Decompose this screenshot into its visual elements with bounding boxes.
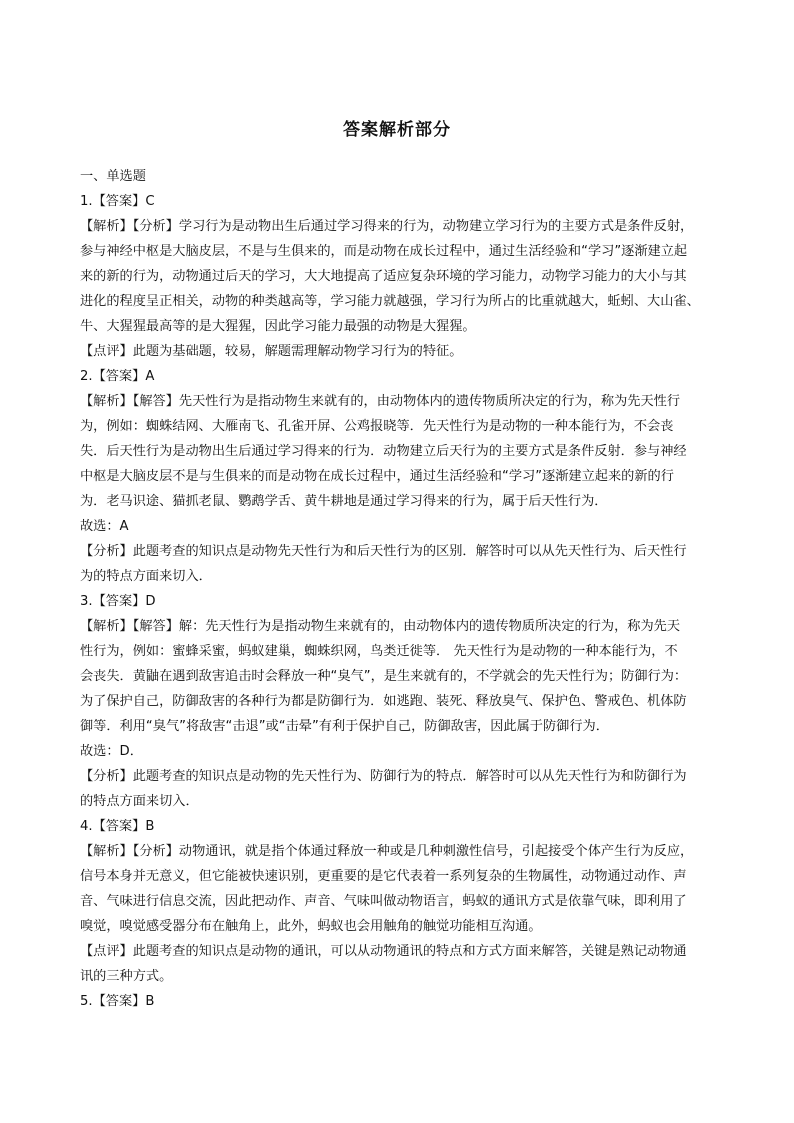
explanation-line: 【解析】【分析】学习行为是动物出生后通过学习得来的行为，动物建立学习行为的主要方式是条件反射，: [80, 219, 694, 234]
explanation-line: 来的新的行为，动物通过后天的学习，大大地提高了适应复杂环境的学习能力，动物学习能力的大小与其: [80, 269, 687, 284]
answer-line: 1.【答案】C: [80, 194, 155, 209]
explanation-line: 的特点方面来切入．: [80, 794, 199, 809]
explanation-line: 牛、大猩猩最高等的是大猩猩，因此学习能力最强的动物是大猩猩。: [80, 319, 476, 334]
explanation-line: 中枢是大脑皮层不是与生俱来的而是动物在成长过程中，通过生活经验和“学习”逐渐建立起来的新的行: [80, 469, 674, 484]
explanation-line: 故选：A: [80, 519, 129, 534]
explanation-line: 为的特点方面来切入．: [80, 569, 212, 584]
explanation-line: 参与神经中枢是大脑皮层，不是与生俱来的，而是动物在成长过程中，通过生活经验和“学习”逐渐建立起: [80, 244, 688, 259]
answer-line: 5.【答案】B: [80, 994, 155, 1009]
explanation-line: 嗅觉，嗅觉感受器分布在触角上，此外，蚂蚁也会用触角的触觉功能相互沟通。: [80, 919, 542, 934]
explanation-line: 音、气味进行信息交流，因此把动作、声音、气味叫做动物语言，蚂蚁的通讯方式是依靠气味，即利用了: [80, 894, 687, 909]
explanation-line: 【解析】【解答】先天性行为是指动物生来就有的，由动物体内的遗传物质所决定的行为，称为先天性行: [80, 394, 681, 409]
question-block-3: [80, 589, 720, 814]
explanation-line: 【解析】【分析】动物通讯，就是指个体通过释放一种或是几种刺激性信号，引起接受个体产生行为反应，: [80, 844, 694, 859]
explanation-line: 【点评】此题为基础题，较易，解题需理解动物学习行为的特征。: [80, 344, 463, 359]
question-block-5: [80, 989, 720, 1014]
explanation-line: 讯的三种方式。: [80, 969, 173, 984]
explanation-line: 进化的程度呈正相关，动物的种类越高等，学习能力就越强，学习行为所占的比重就越大，蚯蚓、大山雀、: [80, 294, 700, 309]
explanation-line: 【分析】此题考查的知识点是动物的先天性行为、防御行为的特点．解答时可以从先天性行为和防御行为: [80, 769, 687, 784]
answer-line: 4.【答案】B: [80, 819, 155, 834]
explanation-line: 为．老马识途、猫抓老鼠、鹦鹉学舌、黄牛耕地是通过学习得来的行为，属于后天性行为．: [80, 494, 608, 509]
explanation-line: 御等．利用“臭气”将敌害“击退”或“击晕”有利于保护自己，防御敌害，因此属于防御行为．: [80, 719, 609, 734]
explanation-line: 【分析】此题考查的知识点是动物先天性行为和后天性行为的区别．解答时可以从先天性行为、后天性行: [80, 544, 687, 559]
explanation-line: 失．后天性行为是动物出生后通过学习得来的行为．动物建立后天行为的主要方式是条件反射．参与神经: [80, 444, 687, 459]
question-block-1: [80, 189, 720, 364]
explanation-line: 为，例如：蜘蛛结网、大雁南飞、孔雀开屏、公鸡报晓等．先天性行为是动物的一种本能行为，不会丧: [80, 419, 674, 434]
question-block-4: [80, 814, 720, 989]
question-block-2: [80, 364, 720, 589]
explanation-line: 为了保护自己，防御敌害的各种行为都是防御行为．如逃跑、装死、释放臭气、保护色、警戒色、机体防: [80, 694, 687, 709]
explanation-line: 【解析】【解答】解：先天性行为是指动物生来就有的，由动物体内的遗传物质所决定的行为，称为先天: [80, 619, 681, 634]
explanation-line: 性行为，例如：蜜蜂采蜜，蚂蚁建巢，蜘蛛织网，鸟类迁徙等． 先天性行为是动物的一种本能行为，不: [80, 644, 678, 659]
answer-content: [80, 164, 720, 1014]
explanation-line: 会丧失．黄鼬在遇到敌害追击时会释放一种“臭气”，是生来就有的，不学就会的先天性行为；防御行为：: [80, 669, 688, 684]
explanation-line: 故选：D．: [80, 744, 143, 759]
page-title: 答案解析部分: [343, 120, 451, 140]
explanation-line: 信号本身并无意义，但它能被快速识别，更重要的是它代表着一系列复杂的生物属性，动物通过动作、声: [80, 869, 687, 884]
section-heading: 一、单选题: [80, 169, 146, 184]
answer-line: 3.【答案】D: [80, 594, 156, 609]
answer-line: 2.【答案】A: [80, 369, 155, 384]
explanation-line: 【点评】此题考查的知识点是动物的通讯，可以从动物通讯的特点和方式方面来解答，关键是熟记动物通: [80, 944, 687, 959]
